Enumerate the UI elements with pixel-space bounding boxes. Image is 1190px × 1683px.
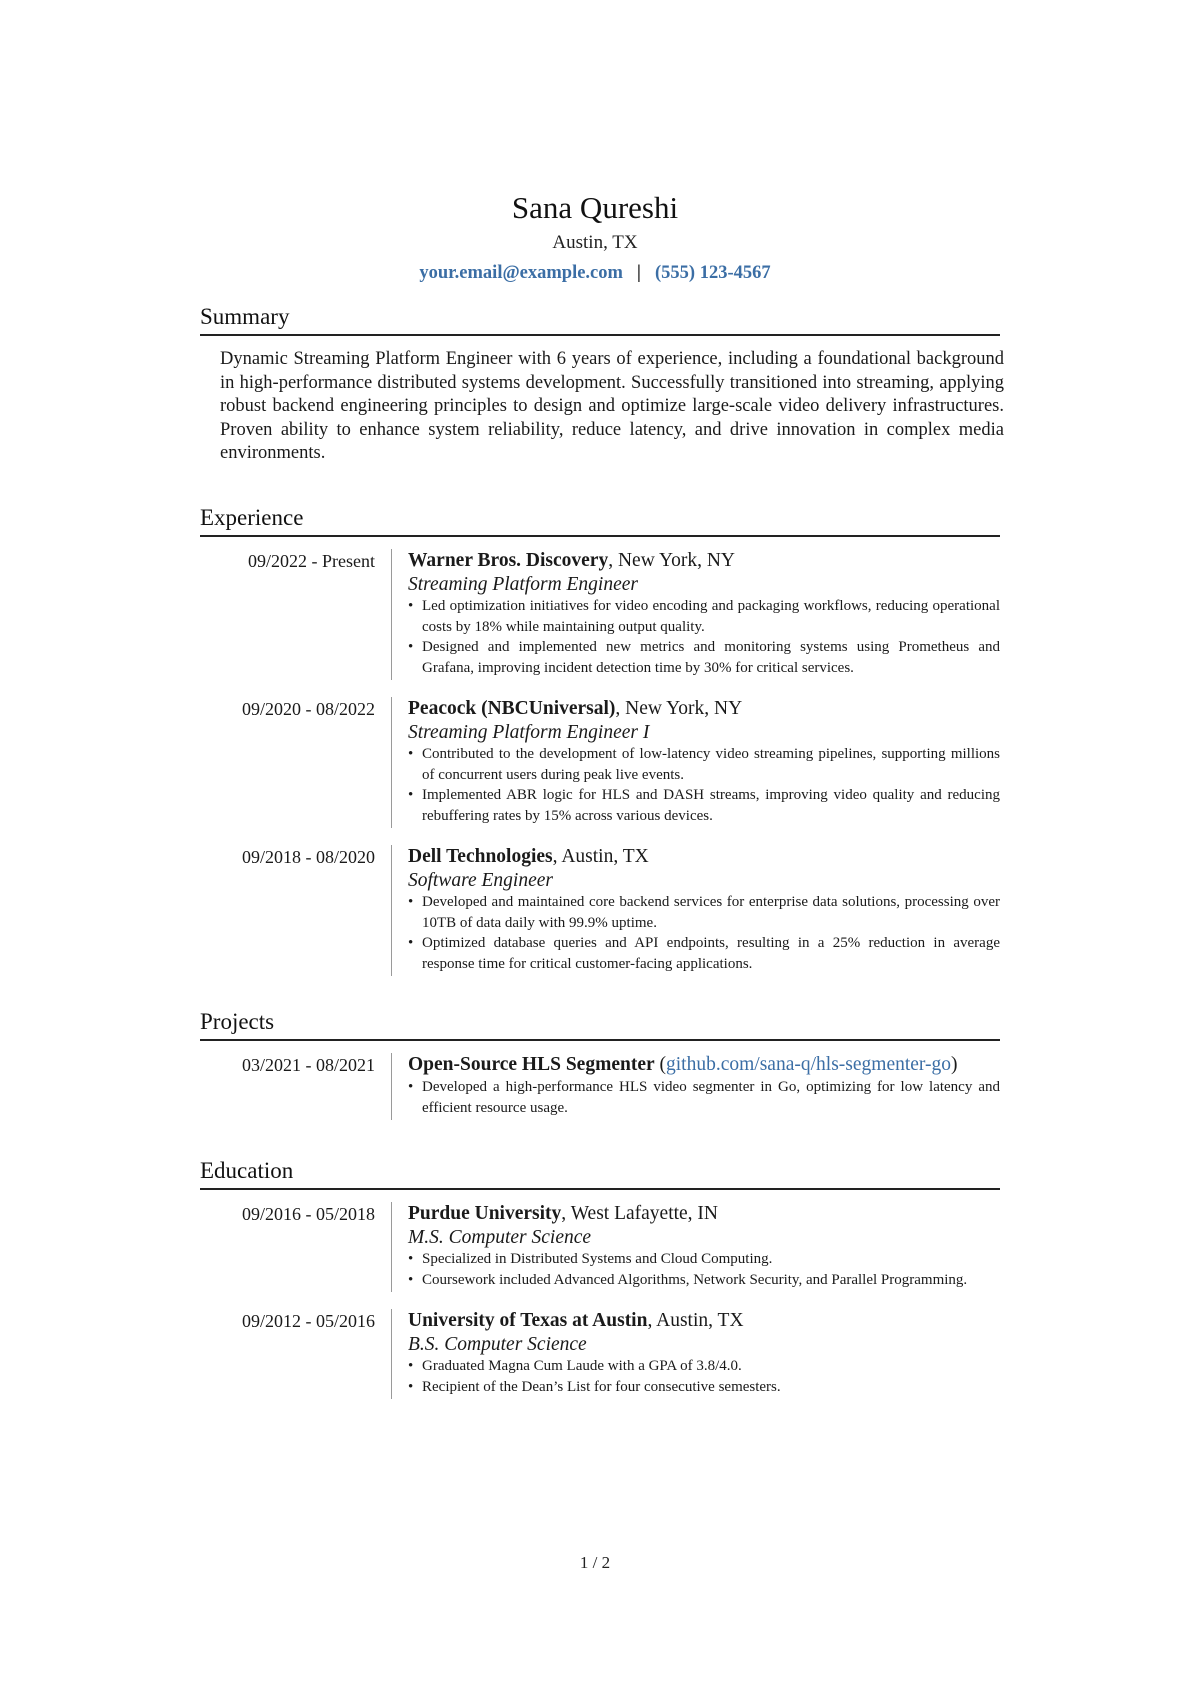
employer-name: Dell Technologies bbox=[408, 846, 553, 867]
bullet-icon: • bbox=[408, 746, 414, 762]
email-link[interactable]: your.email@example.com bbox=[419, 263, 623, 283]
bullet-text: Graduated Magna Cum Laude with a GPA of 3.8/4.0. bbox=[422, 1358, 742, 1374]
bullet-icon: • bbox=[408, 1079, 414, 1095]
bullet-item bbox=[408, 637, 1000, 678]
entry-heading bbox=[408, 1309, 1000, 1333]
entry-date: 09/2022 - Present bbox=[248, 551, 375, 571]
bullet-list bbox=[408, 892, 1000, 974]
page-number: 1 / 2 bbox=[579, 1553, 611, 1572]
bullet-item bbox=[408, 785, 1000, 826]
job-title: Streaming Platform Engineer bbox=[408, 574, 639, 595]
experience-entry bbox=[200, 845, 1000, 976]
education-heading: Education bbox=[200, 1156, 1000, 1190]
bullet-item bbox=[408, 1270, 1000, 1291]
bullet-item bbox=[408, 596, 1000, 637]
entry-body bbox=[391, 549, 1000, 680]
employer-location: , New York, NY bbox=[608, 550, 735, 571]
bullet-icon: • bbox=[408, 935, 414, 951]
project-name: Open-Source HLS Segmenter bbox=[408, 1054, 655, 1075]
bullet-icon: • bbox=[408, 894, 414, 910]
entry-body bbox=[391, 697, 1000, 828]
summary-text: Dynamic Streaming Platform Engineer with 6 years of experience, including a foundational background in high-performance distributed systems development. Successfully transitioned into streaming, applying robust backend engineering principles to design and optimize large-scale video delivery infrastructures. Proven ability to enhance system reliability, reduce latency, and drive innovation in complex media environments. bbox=[220, 349, 1004, 463]
bullet-icon: • bbox=[408, 1358, 414, 1374]
degree-title: M.S. Computer Science bbox=[408, 1227, 592, 1248]
bullet-text: Recipient of the Dean’s List for four consecutive semesters. bbox=[422, 1378, 781, 1395]
bullet-list bbox=[408, 1077, 1000, 1118]
bullet-icon: • bbox=[408, 639, 414, 655]
entry-date: 09/2012 - 05/2016 bbox=[242, 1311, 375, 1331]
education-entry bbox=[200, 1202, 1000, 1292]
entry-body bbox=[391, 1053, 1000, 1120]
entry-heading bbox=[408, 697, 1000, 721]
resume-header bbox=[0, 188, 1190, 286]
school-name: University of Texas at Austin bbox=[408, 1310, 648, 1331]
bullet-text: Designed and implemented new metrics and monitoring systems using Prometheus and Grafana, improving incident detection time by 30% for critical services. bbox=[422, 639, 1000, 676]
school-location: , Austin, TX bbox=[647, 1310, 744, 1331]
entry-heading bbox=[408, 845, 1000, 869]
candidate-location: Austin, TX bbox=[552, 232, 638, 253]
bullet-item bbox=[408, 1377, 1000, 1398]
experience-heading: Experience bbox=[200, 503, 1000, 537]
entry-body bbox=[391, 1202, 1000, 1292]
employer-location: , New York, NY bbox=[615, 698, 743, 719]
entry-body bbox=[391, 845, 1000, 976]
degree-title: B.S. Computer Science bbox=[408, 1334, 587, 1355]
bullet-item bbox=[408, 933, 1000, 974]
summary-section bbox=[200, 302, 1004, 466]
employer-name: Peacock (NBCUniversal) bbox=[408, 698, 616, 719]
bullet-item bbox=[408, 1356, 1000, 1377]
phone-link[interactable]: (555) 123-4567 bbox=[655, 263, 771, 283]
bullet-text: Optimized database queries and API endpoints, resulting in a 25% reduction in average response time for critical customer-facing applications. bbox=[422, 935, 1000, 972]
employer-location: , Austin, TX bbox=[552, 846, 649, 867]
bullet-item bbox=[408, 1077, 1000, 1118]
job-title: Software Engineer bbox=[408, 870, 553, 891]
entry-heading bbox=[408, 549, 1000, 573]
project-link[interactable]: github.com/sana-q/hls-segmenter-go bbox=[666, 1054, 952, 1075]
entry-date: 09/2016 - 05/2018 bbox=[242, 1204, 375, 1224]
employer-name: Warner Bros. Discovery bbox=[408, 550, 609, 571]
summary-heading: Summary bbox=[200, 302, 1000, 336]
experience-entry bbox=[200, 549, 1000, 680]
education-entry bbox=[200, 1309, 1000, 1399]
school-location: , West Lafayette, IN bbox=[561, 1203, 719, 1224]
bullet-icon: • bbox=[408, 1271, 414, 1288]
project-entry bbox=[200, 1053, 1000, 1120]
link-open-paren: ( bbox=[654, 1054, 667, 1075]
school-name: Purdue University bbox=[408, 1203, 562, 1224]
experience-section bbox=[200, 503, 1000, 976]
bullet-list bbox=[408, 1356, 1000, 1397]
entry-date: 09/2018 - 08/2020 bbox=[242, 847, 375, 867]
bullet-list bbox=[408, 596, 1000, 678]
bullet-list bbox=[408, 1249, 1000, 1290]
bullet-text: Developed and maintained core backend services for enterprise data solutions, processing over 10TB of data daily with 99.9% uptime. bbox=[422, 894, 1000, 931]
bullet-icon: • bbox=[408, 1251, 414, 1267]
bullet-icon: • bbox=[408, 598, 414, 614]
job-title: Streaming Platform Engineer I bbox=[408, 722, 650, 743]
education-section bbox=[200, 1156, 1000, 1399]
contact-separator: | bbox=[636, 263, 641, 283]
entry-date: 03/2021 - 08/2021 bbox=[242, 1055, 375, 1075]
bullet-item bbox=[408, 744, 1000, 785]
entry-heading bbox=[408, 1202, 1000, 1226]
bullet-text: Implemented ABR logic for HLS and DASH streams, improving video quality and reducing rebuffering rates by 15% across various devices. bbox=[422, 787, 1000, 824]
experience-entry bbox=[200, 697, 1000, 828]
bullet-text: Led optimization initiatives for video encoding and packaging workflows, reducing operational costs by 18% while maintaining output quality. bbox=[422, 598, 1000, 635]
bullet-item bbox=[408, 1249, 1000, 1270]
projects-heading: Projects bbox=[200, 1007, 1000, 1041]
bullet-icon: • bbox=[408, 787, 414, 803]
bullet-text: Contributed to the development of low-latency video streaming pipelines, supporting millions of concurrent users during peak live events. bbox=[422, 746, 1000, 783]
entry-date: 09/2020 - 08/2022 bbox=[242, 699, 375, 719]
bullet-text: Coursework included Advanced Algorithms, Network Security, and Parallel Programming. bbox=[422, 1271, 968, 1288]
candidate-name: Sana Qureshi bbox=[511, 190, 679, 225]
bullet-text: Developed a high-performance HLS video segmenter in Go, optimizing for low latency and efficient resource usage. bbox=[422, 1079, 1000, 1116]
contact-line bbox=[0, 260, 1190, 286]
entry-body bbox=[391, 1309, 1000, 1399]
bullet-list bbox=[408, 744, 1000, 826]
bullet-text: Specialized in Distributed Systems and Cloud Computing. bbox=[422, 1251, 773, 1267]
projects-section bbox=[200, 1007, 1000, 1120]
bullet-item bbox=[408, 892, 1000, 933]
bullet-icon: • bbox=[408, 1378, 414, 1395]
link-close-paren: ) bbox=[951, 1054, 958, 1075]
entry-heading bbox=[408, 1053, 1000, 1077]
